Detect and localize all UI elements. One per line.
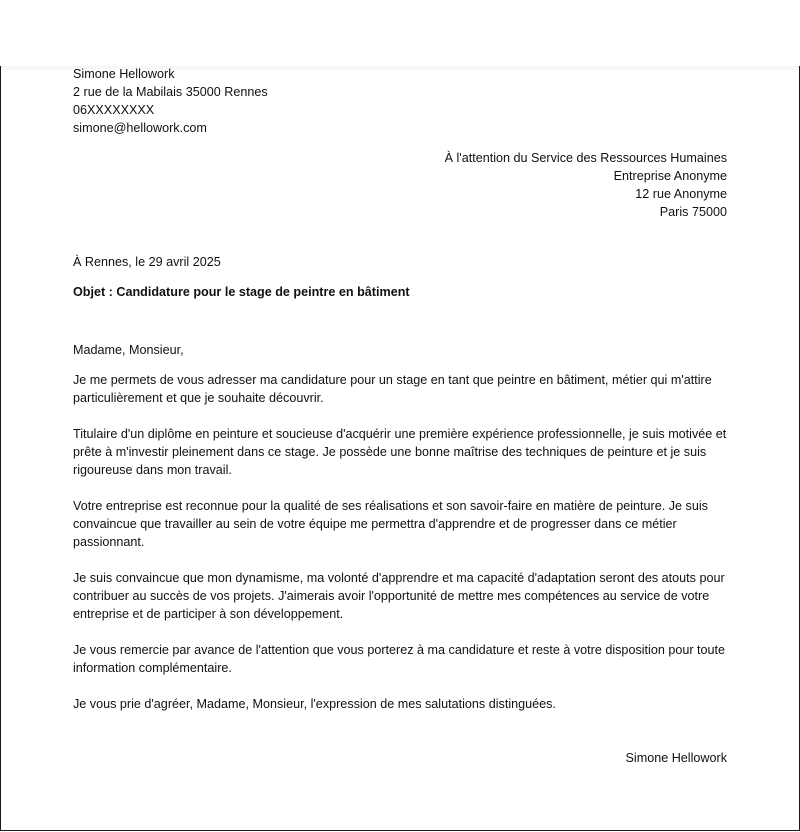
signature: Simone Hellowork — [625, 751, 727, 765]
salutation: Madame, Monsieur, — [73, 343, 184, 357]
paragraph-6: Je vous prie d'agréer, Madame, Monsieur, l'expression de mes salutations distinguées. — [73, 697, 556, 711]
paragraph-4: Je suis convaincue que mon dynamisme, ma volonté d'apprendre et ma capacité d'adaptation seront des atouts pour contribuer au succès de vos projets. J'aimerais avoir l'opportunité de mettre mes compétences au service de votre entreprise et de participer à son développement. — [73, 571, 725, 621]
recipient-company: Entreprise Anonyme — [613, 169, 727, 183]
sender-name: Simone Hellowork — [73, 67, 175, 81]
date-line: À Rennes, le 29 avril 2025 — [73, 255, 221, 269]
paragraph-2: Titulaire d'un diplôme en peinture et soucieuse d'acquérir une première expérience professionnelle, je suis motivée et prête à m'investir pleinement dans ce stage. Je possède une bonne maîtrise des techniques de peinture et je suis rigoureuse dans mon travail. — [73, 427, 727, 477]
letter-page — [0, 66, 800, 831]
paragraph-3: Votre entreprise est reconnue pour la qualité de ses réalisations et son savoir-faire en matière de peinture. Je suis convaincue que travailler au sein de votre équipe me permettra d'apprendre et de progresser dans ce métier passionnant. — [73, 499, 708, 549]
sender-address: 2 rue de la Mabilais 35000 Rennes — [73, 85, 268, 99]
recipient-attention: À l'attention du Service des Ressources Humaines — [444, 151, 727, 165]
recipient-street: 12 rue Anonyme — [635, 187, 727, 201]
subject-line: Objet : Candidature pour le stage de peintre en bâtiment — [73, 285, 410, 299]
sender-email: simone@hellowork.com — [73, 121, 207, 135]
sender-phone: 06XXXXXXXX — [73, 103, 155, 117]
paragraph-1: Je me permets de vous adresser ma candidature pour un stage en tant que peintre en bâtiment, métier qui m'attire particulièrement et que je souhaite découvrir. — [73, 373, 712, 405]
paragraph-5: Je vous remercie par avance de l'attention que vous porterez à ma candidature et reste à votre disposition pour toute information complémentaire. — [73, 643, 726, 675]
recipient-city: Paris 75000 — [659, 205, 727, 219]
top-bar — [0, 0, 800, 66]
